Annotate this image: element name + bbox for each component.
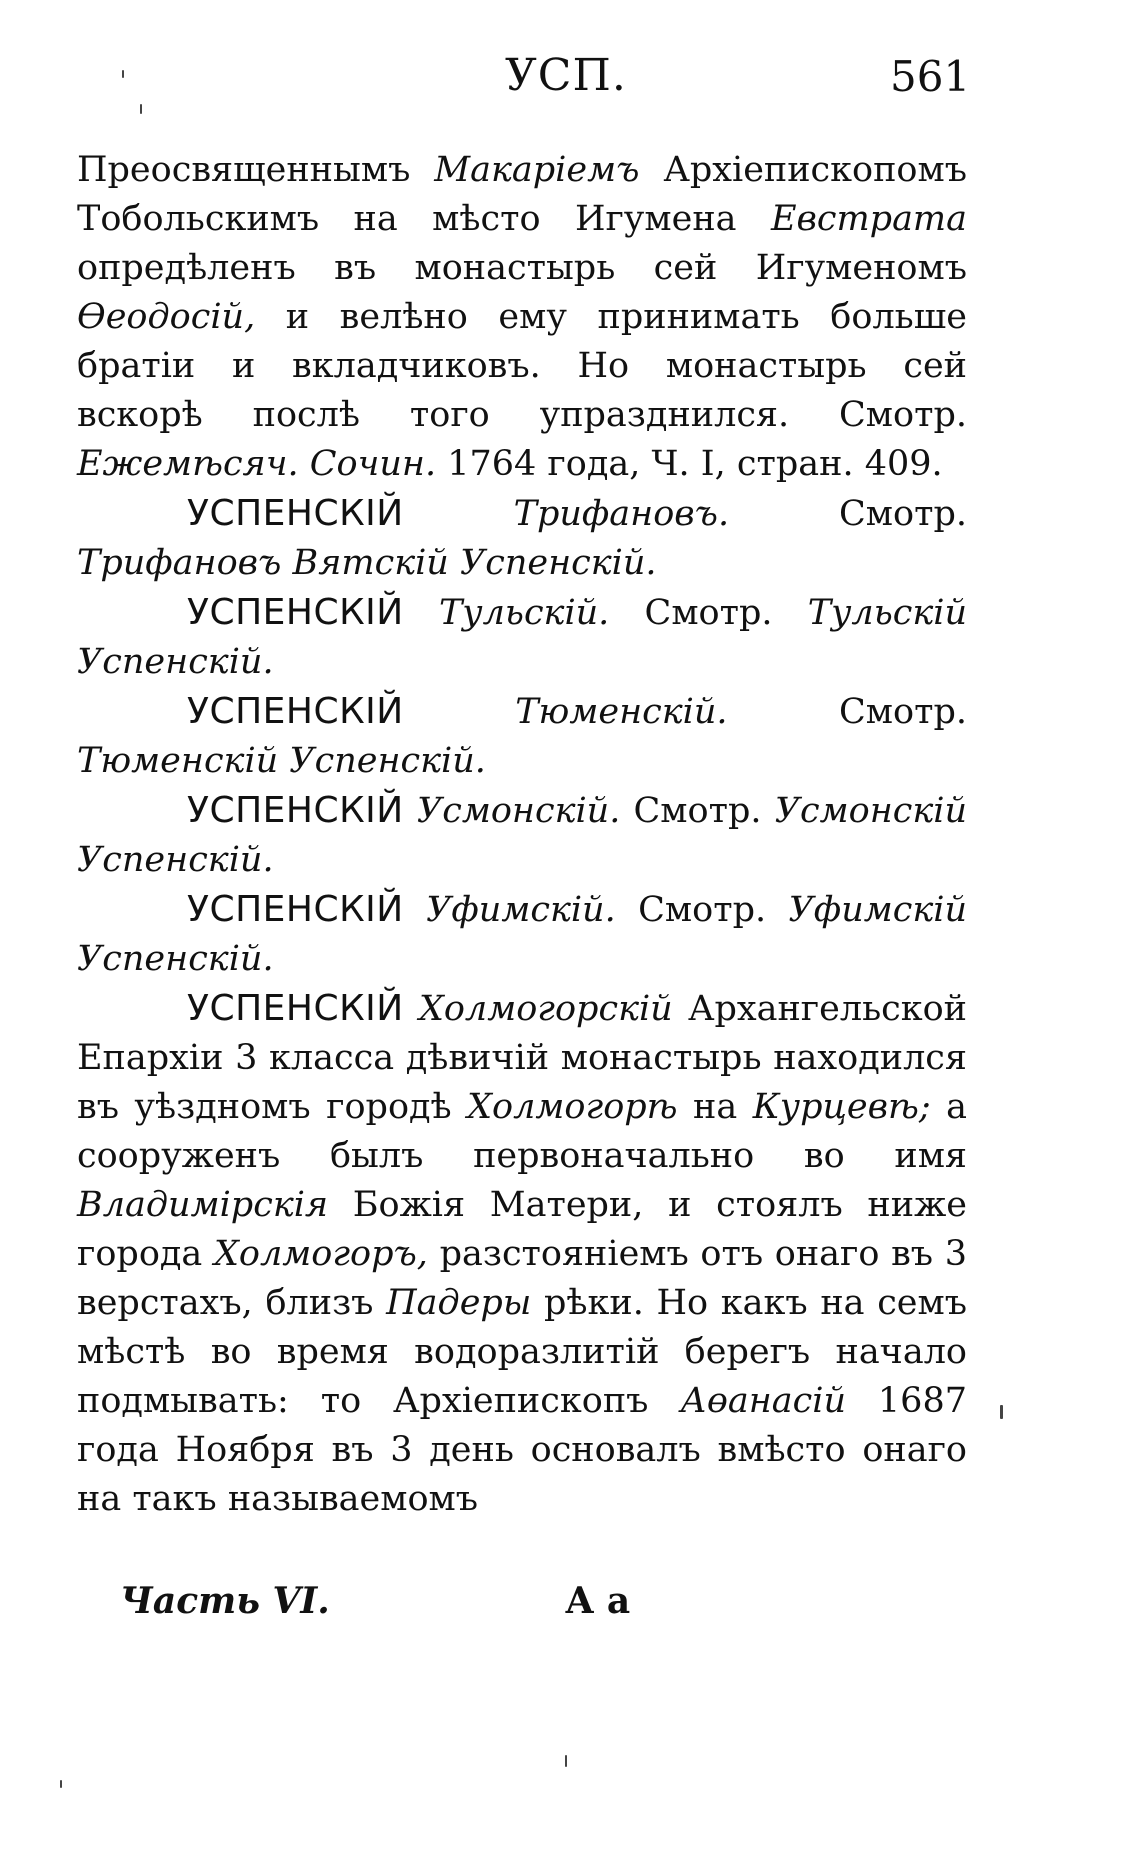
italic-run: Трифановъ Вятскій Успенскій.	[77, 543, 657, 583]
italic-run: Холмогорѣ	[467, 1087, 678, 1127]
text-run: а сооруженъ былъ первоначально во имя	[77, 1087, 967, 1176]
italic-run: Макаріемъ	[434, 150, 640, 190]
entry-headword: УСПЕНСКІЙ	[187, 592, 404, 633]
text-run: Божія Матери, и стоялъ ниже города	[77, 1185, 967, 1274]
dictionary-entry	[77, 786, 967, 885]
italic-run: Курцевѣ;	[752, 1087, 931, 1127]
signature-mark: А а	[565, 1580, 631, 1622]
continued-paragraph	[77, 146, 967, 489]
dictionary-entry	[77, 489, 967, 588]
italic-run: Усмонскій.	[416, 791, 621, 831]
text-run: разстояніемъ отъ онаго въ 3 верстахъ, близъ	[77, 1234, 967, 1323]
italic-run: Холмогорскій	[418, 989, 673, 1029]
italic-run: Усмонскій Успенскій.	[77, 791, 967, 880]
italic-run: Владимірскія	[77, 1185, 329, 1225]
text-run: на	[677, 1087, 753, 1127]
italic-run: Трифановъ.	[513, 494, 730, 534]
text-run: Смотр.	[727, 692, 967, 732]
entry-headword: УСПЕНСКІЙ	[187, 691, 404, 732]
text-run: и велѣно ему принимать больше братіи и вкладчиковъ. Но монастырь сей вскорѣ послѣ того упразднился. Смотр.	[77, 297, 967, 435]
text-run: Архангельской Епархіи 3 класса дѣвичій монастырь находился въ уѣздномъ городѣ	[77, 989, 967, 1127]
entry-headword: УСПЕНСКІЙ	[187, 988, 404, 1029]
italic-run: Тюменскій.	[515, 692, 728, 732]
dictionary-entry	[77, 885, 967, 984]
italic-run: Уфимскій Успенскій.	[77, 890, 967, 979]
text-run: Преосвященнымъ	[77, 150, 435, 190]
text-run: Смотр.	[615, 890, 789, 930]
scan-speck	[122, 70, 124, 78]
running-head-word: УСП.	[505, 50, 627, 101]
text-run: Смотр.	[609, 593, 808, 633]
text-run: Архіепископомъ Тобольскимъ на мѣсто Игумена	[77, 150, 967, 239]
text-run	[404, 494, 514, 534]
part-label: Часть VI.	[120, 1580, 330, 1622]
text-run: Смотр.	[729, 494, 967, 534]
text-run	[404, 692, 516, 732]
running-header	[0, 50, 1140, 110]
text-run: Смотр.	[620, 791, 775, 831]
scan-speck	[565, 1755, 567, 1767]
italic-run: Евстрата	[770, 199, 967, 239]
italic-run: Тюменскій Успенскій.	[77, 741, 486, 781]
text-run: 1764 года, Ч. I, стран. 409.	[436, 444, 943, 484]
entry-headword: УСПЕНСКІЙ	[187, 889, 404, 930]
text-run: рѣки. Но какъ на семъ мѣстѣ во время водоразлитій берегъ начало подмывать: то Архіепископъ	[77, 1283, 967, 1421]
page-footer	[0, 1580, 1140, 1630]
body-text	[77, 146, 967, 1524]
italic-run: Холмогоръ,	[213, 1234, 428, 1274]
page-number: 561	[890, 52, 971, 101]
dictionary-entry	[77, 588, 967, 687]
italic-run: Ежемѣсяч. Сочин.	[77, 444, 437, 484]
text-run: 1687 года Ноября въ 3 день основалъ вмѣсто онаго на такъ называемомъ	[77, 1381, 967, 1519]
scan-speck	[1000, 1405, 1003, 1419]
dictionary-entry	[77, 687, 967, 786]
italic-run: Аөанасій	[680, 1381, 847, 1421]
text-run	[404, 593, 439, 633]
text-run	[404, 989, 419, 1029]
italic-run: Тульскій Успенскій.	[77, 593, 967, 682]
text-run	[404, 890, 426, 930]
italic-run: Падеры	[386, 1283, 532, 1323]
entry-headword: УСПЕНСКІЙ	[187, 790, 404, 831]
scan-speck	[60, 1780, 62, 1788]
scan-speck	[140, 104, 142, 114]
dictionary-entry	[77, 984, 967, 1524]
text-run: опредѣленъ въ монастырь сей Игуменомъ	[77, 248, 967, 288]
italic-run: Өеодосій,	[77, 297, 256, 337]
entry-headword: УСПЕНСКІЙ	[187, 493, 404, 534]
italic-run: Уфимскій.	[426, 890, 616, 930]
italic-run: Тульскій.	[438, 593, 610, 633]
text-run	[404, 791, 417, 831]
